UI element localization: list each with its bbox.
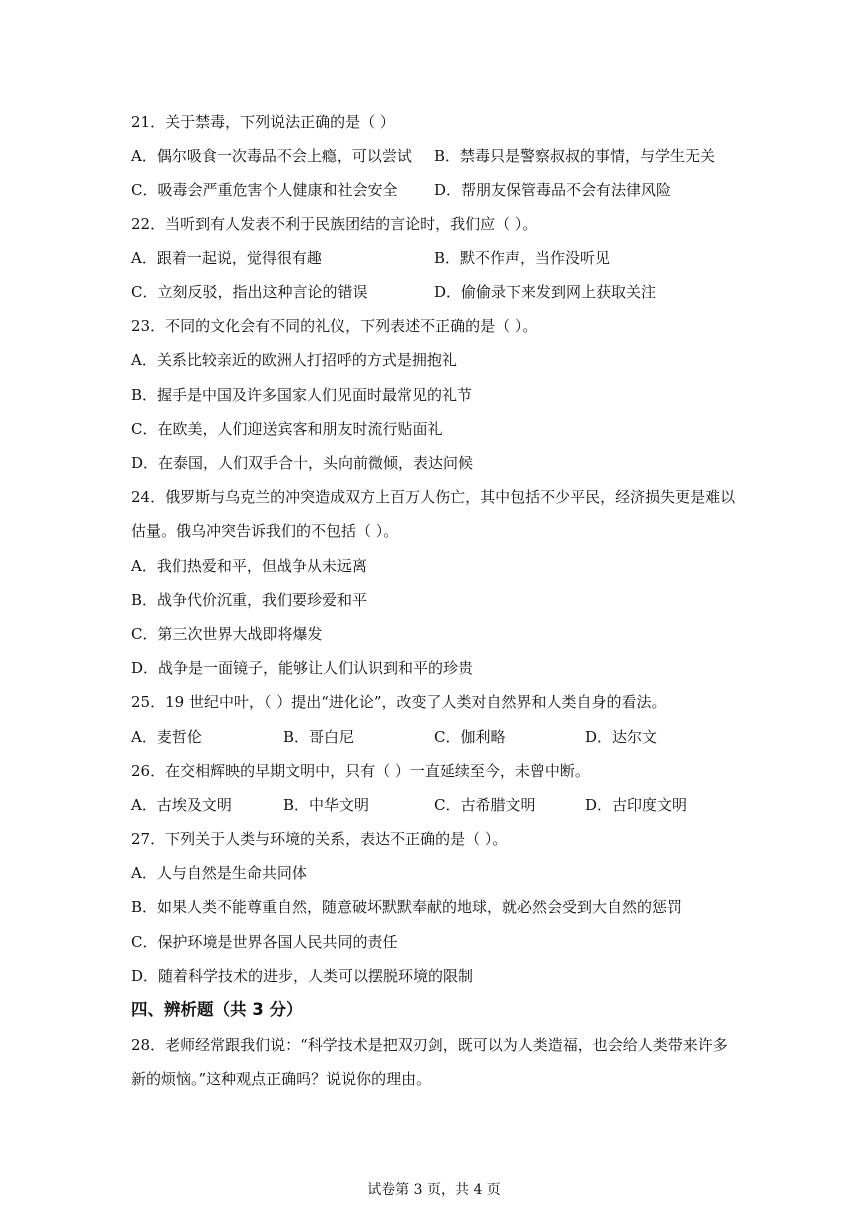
question-26-stem: 26．在交相辉映的早期文明中，只有（ ）一直延续至今，未曾中断。: [131, 762, 590, 780]
question-26-option-a: A．古埃及文明: [131, 796, 232, 814]
question-28-line-1: 28．老师经常跟我们说：“科学技术是把双刃剑，既可以为人类造福，也会给人类带来许多: [131, 1036, 728, 1054]
question-28-line-2: 新的烦恼。”这种观点正确吗？说说你的理由。: [131, 1070, 432, 1088]
question-27-option-a: A．人与自然是生命共同体: [131, 864, 307, 882]
question-27-stem: 27．下列关于人类与环境的关系，表达不正确的是（ ）。: [131, 830, 508, 848]
question-22-option-a: A．跟着一起说，觉得很有趣: [131, 249, 322, 267]
question-27-option-d: D．随着科学技术的进步，人类可以摆脱环境的限制: [131, 967, 474, 985]
question-26-option-d: D．古印度文明: [585, 796, 688, 814]
question-21-stem: 21．关于禁毒，下列说法正确的是（ ）: [131, 113, 395, 131]
question-21-option-d: D．帮朋友保管毒品不会有法律风险: [434, 181, 672, 199]
question-25-option-d: D．达尔文: [585, 728, 658, 746]
question-24-stem-line-2: 估量。俄乌冲突告诉我们的不包括（ ）。: [131, 522, 399, 540]
question-25-option-a: A．麦哲伦: [131, 728, 202, 746]
question-24-stem-line-1: 24．俄罗斯与乌克兰的冲突造成双方上百万人伤亡，其中包括不少平民，经济损失更是难以: [131, 488, 736, 506]
question-25-option-b: B．哥白尼: [283, 728, 355, 746]
question-25-stem: 25．19 世纪中叶，（ ）提出“进化论”，改变了人类对自然界和人类自身的看法。: [131, 693, 667, 711]
question-27-option-b: B．如果人类不能尊重自然，随意破坏默默奉献的地球，就必然会受到大自然的惩罚: [131, 898, 683, 916]
question-25-option-c: C．伽利略: [434, 728, 506, 746]
question-22-option-d: D．偷偷录下来发到网上获取关注: [434, 283, 657, 301]
question-22-stem: 22．当听到有人发表不利于民族团结的言论时，我们应（ ）。: [131, 215, 538, 233]
question-27-option-c: C．保护环境是世界各国人民共同的责任: [131, 933, 398, 951]
question-26-option-c: C．古希腊文明: [434, 796, 536, 814]
question-23-option-c: C．在欧美，人们迎送宾客和朋友时流行贴面礼: [131, 420, 443, 438]
question-23-option-d: D．在泰国，人们双手合十，头向前微倾，表达问候: [131, 454, 474, 472]
question-24-option-a: A．我们热爱和平，但战争从未远离: [131, 557, 367, 575]
page-footer: 试卷第 3 页，共 4 页: [367, 1182, 501, 1198]
question-21-option-c: C．吸毒会严重危害个人健康和社会安全: [131, 181, 398, 199]
question-22-option-b: B．默不作声，当作没听见: [434, 249, 611, 267]
question-26-option-b: B．中华文明: [283, 796, 370, 814]
question-24-option-c: C．第三次世界大战即将爆发: [131, 625, 323, 643]
question-24-option-d: D．战争是一面镜子，能够让人们认识到和平的珍贵: [131, 659, 474, 677]
section-heading: 四、辨析题（共 3 分）: [131, 1000, 303, 1019]
question-24-option-b: B．战争代价沉重，我们要珍爱和平: [131, 591, 368, 609]
question-22-option-c: C．立刻反驳，指出这种言论的错误: [131, 283, 368, 301]
question-23-stem: 23．不同的文化会有不同的礼仪，下列表述不正确的是（ ）。: [131, 317, 538, 335]
question-23-option-a: A．关系比较亲近的欧洲人打招呼的方式是拥抱礼: [131, 351, 457, 369]
question-23-option-b: B．握手是中国及许多国家人们见面时最常见的礼节: [131, 386, 473, 404]
question-21-option-b: B．禁毒只是警察叔叔的事情，与学生无关: [434, 147, 716, 165]
question-21-option-a: A．偶尔吸食一次毒品不会上瘾，可以尝试: [131, 147, 412, 165]
